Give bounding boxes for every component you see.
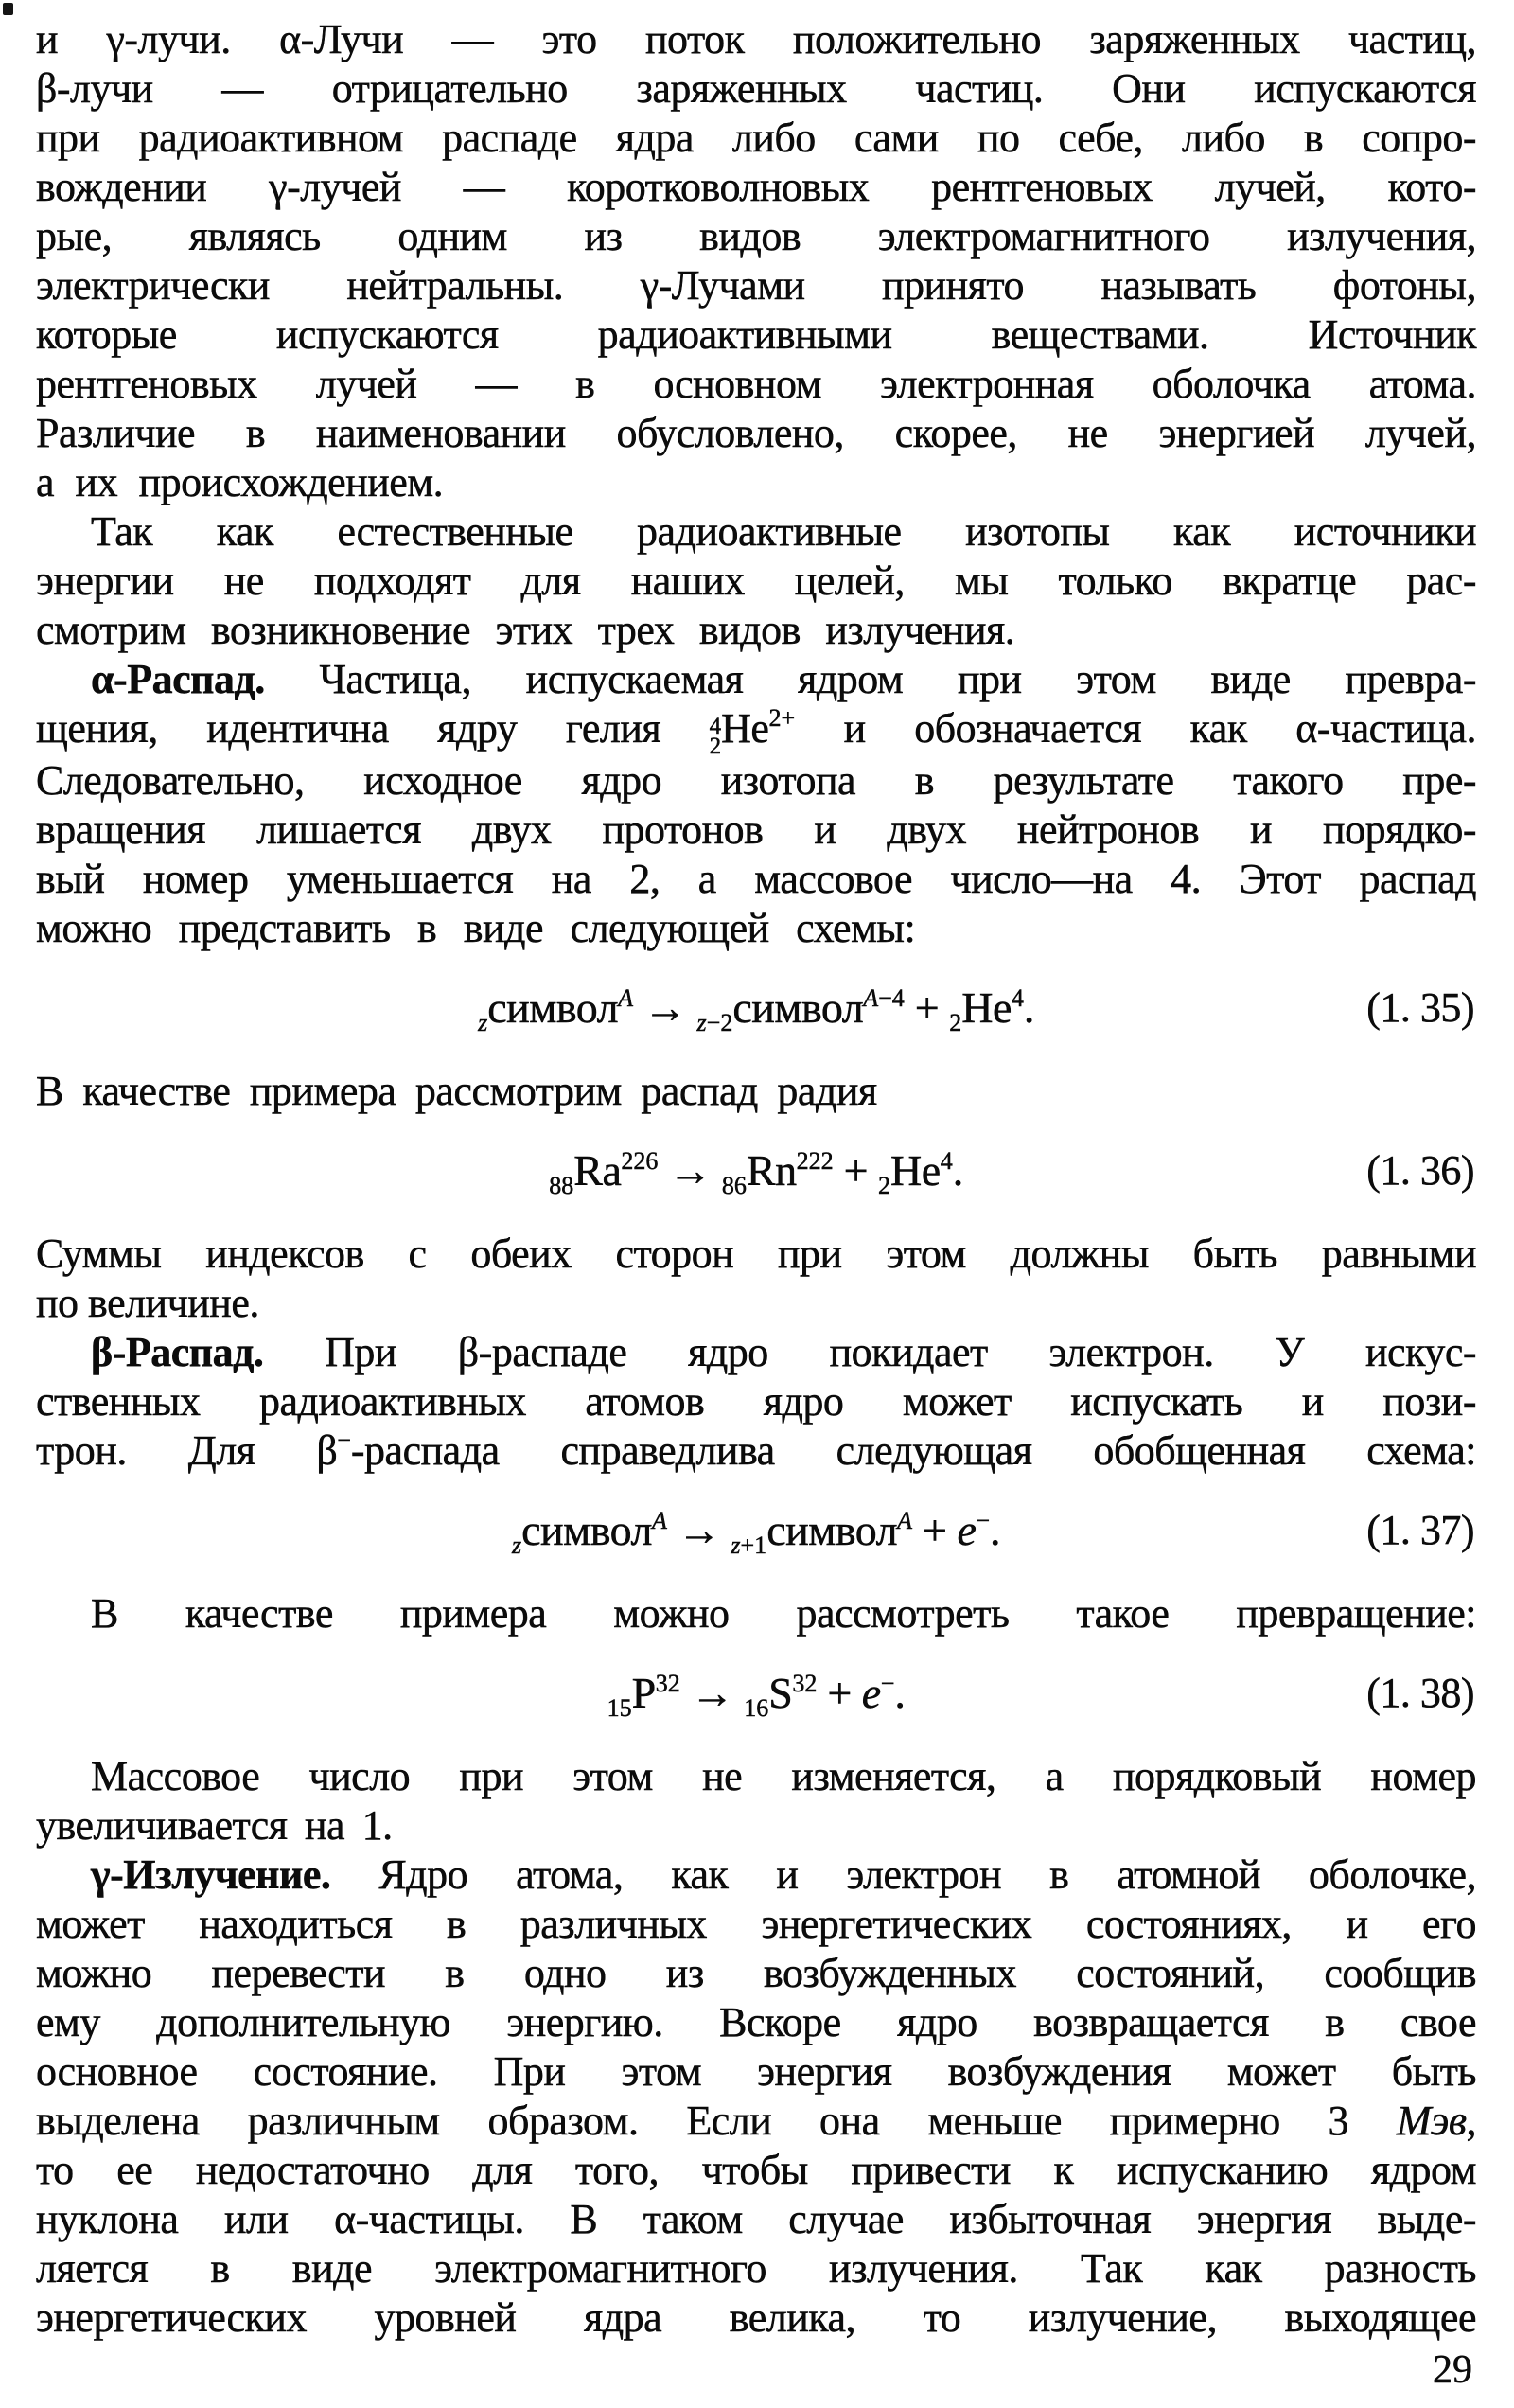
text-line: вый номер уменьшается на 2, а массовое число—на 4. Этот распад (36, 856, 1476, 902)
text-line: энергетических уровней ядра велика, то излучение, выходящее (36, 2294, 1476, 2341)
equation-formula: $_z$символ$^A$ → $_{z-2}$символ$^{A-4}$ + $_2He^4$. (478, 983, 1034, 1036)
text-line: В качестве примера можно рассмотреть такое превращение: (91, 1590, 1476, 1637)
text-line: γ-Излучение. Ядро атома, как и электрон в атомной оболочке, (91, 1851, 1476, 1898)
text-line: которые испускаются радиоактивными веществами. Источник (36, 311, 1476, 358)
text-line: смотрим возникновение этих трех видов излучения. (36, 607, 1015, 653)
equation-number: (1. 36) (1366, 1147, 1474, 1194)
equation-formula: $_{88}Ra^{226} \to _{86}Rn^{222} + _2He^4$. (549, 1146, 963, 1199)
text-line: Массовое число при этом не изменяется, а порядковый номер (91, 1753, 1476, 1799)
text-line: Следовательно, исходное ядро изотопа в результате такого пре- (36, 757, 1476, 804)
text-line: энергии не подходят для наших целей, мы только вкратце рас- (36, 558, 1476, 604)
stacked-index: 4 2 (709, 714, 722, 759)
text-line: выделена различным образом. Если она меньше примерно 3 Мэв, (36, 2098, 1476, 2144)
scan-artifact (3, 3, 13, 15)
text-line: Суммы индексов с обеих сторон при этом должны быть равными (36, 1231, 1476, 1277)
text-line: Так как естественные радиоактивные изотопы как источники (91, 508, 1476, 555)
text-line: В качестве примера рассмотрим распад радия (36, 1068, 877, 1114)
equation-formula: $_{15}P^{32} \to _{16}S^{32} + e^-$. (607, 1669, 906, 1722)
equation (36, 1144, 1476, 1197)
text-line: вождении γ-лучей — коротковолновых рентгеновых лучей, кото- (36, 164, 1476, 210)
equation-number: (1. 37) (1366, 1507, 1474, 1553)
text-line: можно перевести в одно из возбужденных состояний, сообщив (36, 1950, 1476, 1996)
text-line: рентгеновых лучей — в основном электронная оболочка атома. (36, 361, 1476, 407)
equation (36, 1504, 1476, 1557)
text-line: нуклона или α-частицы. В таком случае избыточная энергия выде- (36, 2196, 1476, 2242)
text-line: α-Распад. Частица, испускаемая ядром при этом виде превра- (91, 656, 1476, 702)
text-line: то ее недостаточно для того, чтобы привести к испусканию ядром (36, 2147, 1476, 2193)
text-line: рые, являясь одним из видов электромагнитного излучения, (36, 213, 1476, 259)
text-line: ляется в виде электромагнитного излучения. Так как разность (36, 2245, 1476, 2292)
equation-number: (1. 35) (1366, 984, 1474, 1031)
text-line: по величине. (36, 1280, 259, 1326)
equation-formula: $_z$символ$^A$ → $_{z+1}$символ$^A$ + e−. (511, 1506, 1001, 1559)
text-line: β-лучи — отрицательно заряженных частиц. Они испускаются (36, 65, 1476, 112)
text-line: может находиться в различных энергетических состояниях, и его (36, 1901, 1476, 1947)
text-line: Различие в наименовании обусловлено, скорее, не энергией лучей, (36, 410, 1476, 456)
equation-number: (1. 38) (1366, 1670, 1474, 1716)
text-line: β-Распад. При β-распаде ядро покидает электрон. У искус- (91, 1329, 1476, 1375)
text-line: трон. Для β−-распада справедлива следующая обобщенная схема: (36, 1426, 1476, 1474)
equation (36, 1667, 1476, 1720)
text-line: щения, идентична ядру гелия 4 2 $He^{2+}$ и обозначается как α-частица. (36, 704, 1476, 759)
text-line: увеличивается на 1. (36, 1802, 393, 1849)
text-line: ему дополнительную энергию. Вскоре ядро возвращается в свое (36, 1999, 1476, 2045)
text-line: ственных радиоактивных атомов ядро может испускать и пози- (36, 1378, 1476, 1425)
text-line: можно представить в виде следующей схемы: (36, 905, 916, 951)
equation (36, 982, 1476, 1035)
page-text (36, 15, 1476, 2343)
text-line: а их происхождением. (36, 459, 444, 505)
text-line: и γ-лучи. α-Лучи — это поток положительно заряженных частиц, (36, 16, 1476, 62)
text-line: основное состояние. При этом энергия возбуждения может быть (36, 2048, 1476, 2095)
page-number: 29 (1433, 2348, 1472, 2392)
text-line: вращения лишается двух протонов и двух нейтронов и порядко- (36, 806, 1476, 853)
text-line: при радиоактивном распаде ядра либо сами по себе, либо в сопро- (36, 115, 1476, 161)
text-line: электрически нейтральны. γ-Лучами принято называть фотоны, (36, 262, 1476, 309)
